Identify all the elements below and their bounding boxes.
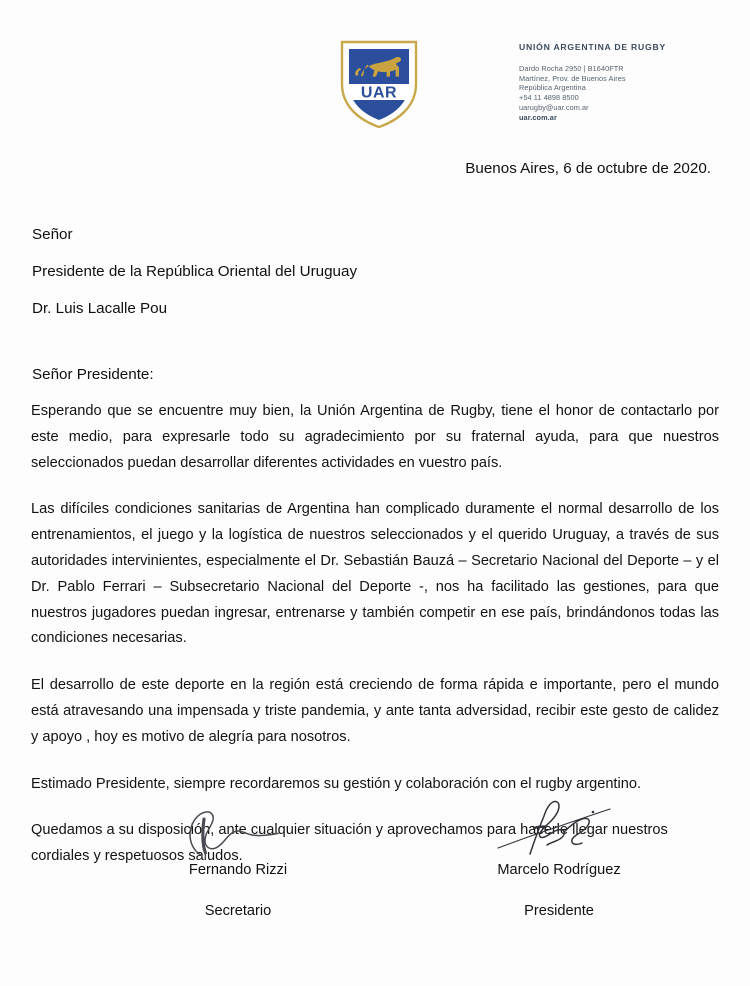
website-url: uar.com.ar	[519, 112, 557, 122]
svg-text:UAR: UAR	[360, 84, 398, 102]
body-paragraph-3: El desarrollo de este deporte en la región está creciendo de forma rápida e importante, pero el mundo está atravesando una impensada y triste pandemia, y ante tanta adversidad, recibir este gesto de calidez y apoyo , hoy es motivo de alegría para nosotros.	[31, 677, 719, 745]
signatory-name: Marcelo Rodríguez	[497, 862, 621, 878]
recipient-block	[32, 227, 632, 317]
body-paragraph-5: Quedamos a su disposición, ante cualquier situación y aprovechamos para hacerle llegar nuestros cordiales y respetuosos saludos.	[31, 822, 668, 865]
recipient-salutation-title: Señor	[32, 226, 73, 243]
salutation: Señor Presidente:	[32, 366, 154, 383]
recipient-position: Presidente de la República Oriental del Uruguay	[32, 263, 358, 280]
signature-block-secretary	[123, 798, 353, 919]
handwritten-signature-icon	[444, 798, 674, 860]
email-address: uarugby@uar.com.ar	[519, 102, 589, 112]
recipient-name: Dr. Luis Lacalle Pou	[32, 300, 168, 317]
body-paragraph-1: Esperando que se encuentre muy bien, la Unión Argentina de Rugby, tiene el honor de contactarlo por este medio, para expresarle todo su agradecimiento por su fraternal ayuda, para que nuestros seleccionados puedan desarrollar diferentes actividades en vuestro país.	[31, 403, 719, 471]
address-country: República Argentina	[519, 83, 586, 93]
date-line: Buenos Aires, 6 de octubre de 2020.	[465, 160, 711, 177]
uar-shield-logo-icon	[337, 38, 421, 130]
address-street: Dardo Rocha 2950 | B1640FTR	[519, 64, 624, 73]
letterhead	[0, 34, 750, 134]
signatory-name: Fernando Rizzi	[188, 862, 288, 878]
signature-block-president	[444, 798, 674, 919]
signatory-role: Presidente	[524, 903, 594, 919]
body-paragraph-4: Estimado Presidente, siempre recordaremos su gestión y colaboración con el rugby argentino.	[31, 775, 642, 792]
handwritten-signature-icon	[123, 798, 353, 860]
address-city: Martínez, Prov. de Buenos Aires	[519, 73, 626, 83]
phone-number: +54 11 4898 8500	[519, 93, 579, 103]
organization-name: UNIÓN ARGENTINA DE RUGBY	[519, 42, 666, 52]
signatory-role: Secretario	[204, 903, 272, 919]
body-paragraph-2: Las difíciles condiciones sanitarias de Argentina han complicado duramente el normal desarrollo de los entrenamientos, el juego y la logística de nuestros seleccionados y el querido Uruguay, a través de sus autoridades intervinientes, especialmente el Dr. Sebastián Bauzá – Secretario Nacional del Deporte – y el Dr. Pablo Ferrari – Subsecretario Nacional del Deporte -, nos ha facilitado las gestiones, para que nuestros jugadores puedan ingresar, entrenarse y también competir en ese país, brindándonos todas las condiciones necesarias.	[31, 501, 719, 647]
signature-area	[0, 798, 750, 928]
organization-address	[519, 64, 729, 122]
letterhead-contact-block	[519, 42, 729, 122]
